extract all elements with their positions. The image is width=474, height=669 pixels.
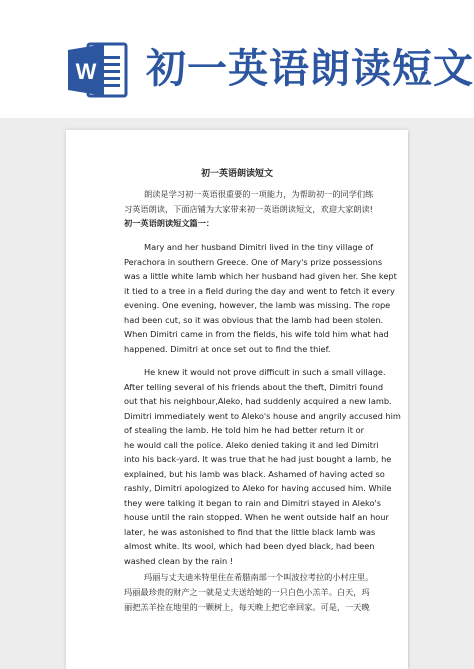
paragraph2-line: later, he was astonished to find that the little black lamb was xyxy=(124,527,376,537)
translation-line: 玛丽最珍贵的财产之一就是丈夫送给她的一只白色小羔羊。白天，玛 xyxy=(124,587,370,597)
paragraph2-line: almost white. Its wool, which had been dyed black, had been xyxy=(124,541,375,551)
paragraph1-line: was a little white lamb which her husband had given her. She kept xyxy=(124,271,397,281)
paragraph2-line: explained, but his lamb was black. Ashamed of having acted so xyxy=(124,469,385,479)
paragraph2-line: After telling several of his friends about the theft, Dimitri found xyxy=(124,382,384,392)
paragraph2-line: they were talking it began to rain and Dimitri stayed in Aleko's xyxy=(124,498,381,508)
paragraph1-line: had been cut, so it was obvious that the lamb had been stolen. xyxy=(124,315,384,325)
translation-line: 丽把羔羊拴在地里的一颗树上，每天晚上把它牵回家。可是，一天晚 xyxy=(124,602,370,612)
banner xyxy=(0,0,474,118)
section-heading: 初一英语朗读短文篇一： xyxy=(124,218,215,228)
paragraph2-line: Dimitri immediately went to Aleko's house and angrily accused him xyxy=(124,411,401,421)
document-page xyxy=(66,130,408,669)
banner-title: 初一英语朗读短文 xyxy=(146,45,474,92)
word-document-icon xyxy=(66,38,130,102)
paragraph1-line: evening. One evening, however, the lamb was missing. The rope xyxy=(124,300,391,310)
paragraph1-line: it tied to a tree in a field during the day and went to fetch it every xyxy=(124,286,395,296)
logo-letter: W xyxy=(75,59,97,84)
paragraph2-line: house until the rain stopped. When he went outside half an hour xyxy=(124,512,389,522)
paragraph1-line: When Dimitri came in from the fields, his wife told him what had xyxy=(124,329,389,339)
intro-line: 习英语朗读，下面店铺为大家带来初一英语朗读短文，欢迎大家朗读! xyxy=(124,204,373,214)
paragraph2-line: out that his neighbour,Aleko, had suddenly acquired a new lamb. xyxy=(124,396,392,406)
paragraph1-line: Perachora in southern Greece. One of Mary's prize possessions xyxy=(124,257,383,267)
paragraph2-line: of stealing the lamb. He told him he had better return it or xyxy=(124,425,364,435)
translation-line: 玛丽与丈夫迪米特里住在希腊南部一个叫波拉考拉的小村庄里。 xyxy=(144,572,374,582)
intro-line: 朗读是学习初一英语很重要的一项能力，为帮助初一的同学们练 xyxy=(144,189,374,199)
document-title: 初一英语朗读短文 xyxy=(200,169,273,179)
paragraph2-line: He knew it would not prove difficult in such a small village. xyxy=(144,367,386,377)
paragraph2-line: washed clean by the rain ! xyxy=(124,556,234,566)
paragraph2-line: into his back-yard. It was true that he had just bought a lamb, he xyxy=(124,454,392,464)
paragraph2-line: rashly, Dimitri apologized to Aleko for having accused him. While xyxy=(124,483,392,493)
paragraph1-line: Mary and her husband Dimitri lived in the tiny village of xyxy=(144,242,374,252)
paragraph2-line: he would call the police. Aleko denied taking it and led Dimitri xyxy=(124,440,379,450)
paragraph1-line: happened. Dimitri at once set out to find the thief. xyxy=(124,344,331,354)
